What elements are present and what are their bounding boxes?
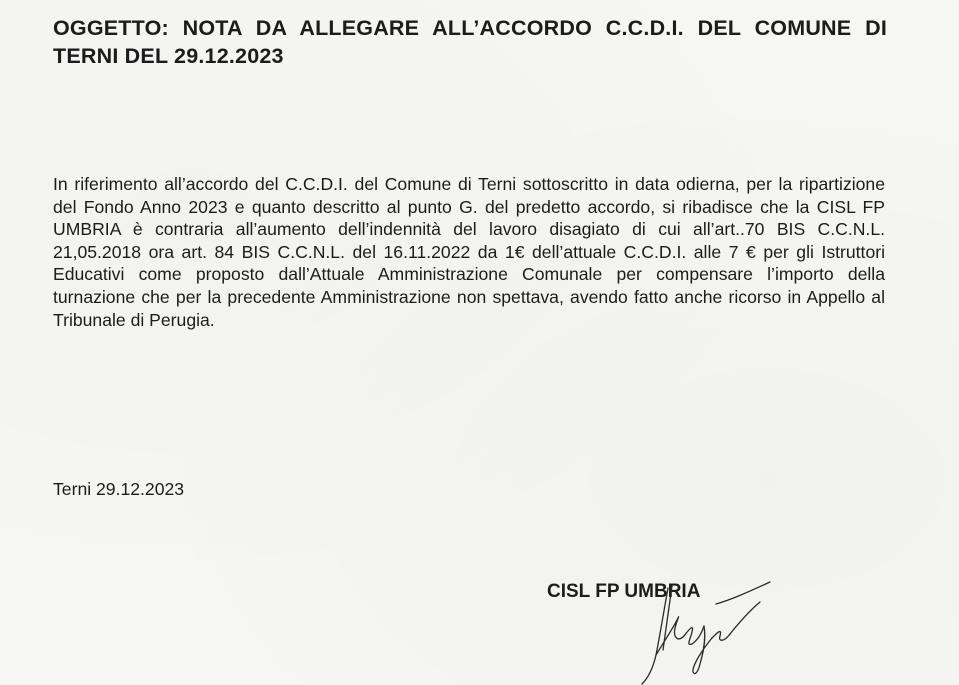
signatory-name: CISL FP UMBRIA xyxy=(547,581,701,602)
handwritten-signature xyxy=(620,580,790,685)
subject-heading: OGGETTO: NOTA DA ALLEGARE ALL’ACCORDO C.C.D.I. DEL COMUNE DI TERNI DEL 29.12.2023 xyxy=(53,16,887,68)
place-date: Terni 29.12.2023 xyxy=(53,479,185,499)
body-paragraph: In riferimento all’accordo del C.C.D.I. del Comune di Terni sottoscritto in data odierna, per la ripartizione del Fondo Anno 2023 e quanto descritto al punto G. del predetto accordo, si ribadisce che la CISL FP UMBRIA è contraria all’aumento dell’indennità del lavoro disagiato di cui all’art..70 BIS C.C.N.L. 21,05.2018 ora art. 84 BIS C.C.N.L. del 16.11.2022 da 1€ dell’attuale C.C.D.I. alle 7 € per gli Istruttori Educativi come proposto dall’Attuale Amministrazione Comunale per compensare l’importo della turnazione che per la precedente Amministrazione non spettava, avendo fatto anche ricorso in Appello al Tribunale di Perugia. xyxy=(53,174,885,330)
